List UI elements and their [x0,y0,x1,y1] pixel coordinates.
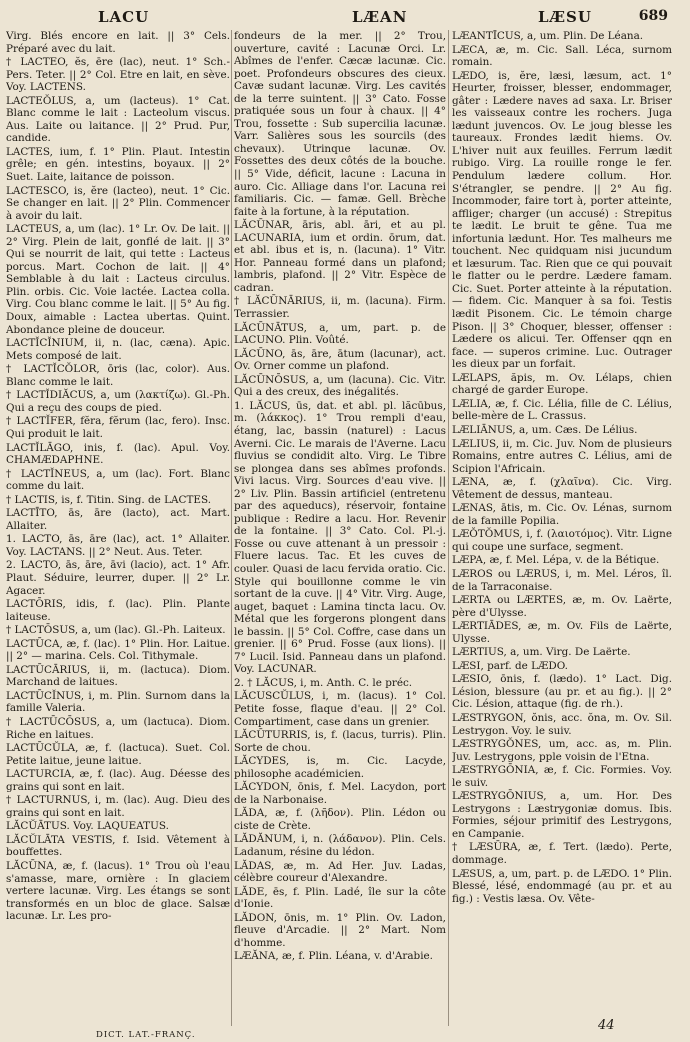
dictionary-entry: LĂCYDES, is, m. Cic. Lacyde, philosophe académicien. [234,755,446,780]
header-right-guideword: LÆSU [538,8,592,26]
dictionary-entry: LÆSTRYGŌNIUS, a, um. Hor. Des Lestrygons : Læstrygoniæ domus. Ibis. Formies, séjour primitif des Lestrygons, en Campanie. [452,790,672,840]
dictionary-entry: LÆŎTŎMUS, i, f. (λαιοτόμος). Vitr. Ligne qui coupe une surface, segment. [452,528,672,553]
dictionary-entry: LĂCYDON, ōnis, f. Mel. Lacydon, port de la Narbonaise. [234,781,446,806]
dictionary-entry: LÆPA, æ, f. Mel. Lépa, v. de la Bétique. [452,554,660,567]
dictionary-entry: LACTĬLĀGO, inis, f. (lac). Apul. Voy. CHAMÆDAPHNE. [6,441,230,467]
dictionary-entry: Virg. Blés encore en lait. || 3° Cels. Préparé avec du lait. [6,30,230,55]
dictionary-entry: LACTŪCĀRIUS, ii, m. (lactuca). Diom. Marchand de laitues. [6,663,230,689]
dictionary-entry: LÆRTIĀDES, æ, m. Ov. Fils de Laërte, Ulysse. [452,620,672,645]
header-left-guideword: LACU [98,8,150,26]
dictionary-entry: LACTĬCĬNIUM, ii, n. (lac, cæna). Apic. Mets composé de lait. [6,337,230,362]
dictionary-entry: LĂDA, æ, f. (λῆδον). Plin. Lédon ou ciste de Crète. [234,807,446,832]
column-1 [6,30,230,1026]
column-rule-2 [448,30,449,1026]
dictionary-entry: LACTESCO, is, ĕre (lacteo), neut. 1° Cic. Se changer en lait. || 2° Plin. Commencer à avoir du lait. [6,184,230,222]
dictionary-entry: † LACTŌSUS, a, um (lac). Gl.-Ph. Laiteux. [6,624,226,637]
dictionary-entry: LÆRTA ou LÆRTES, æ, m. Ov. Laërte, père d'Ulysse. [452,594,672,619]
dictionary-entry: LÆSTRYGŌNIA, æ, f. Cic. Formies. Voy. le suiv. [452,764,672,789]
dictionary-entry: 1. LĂCUS, ūs, dat. et abl. pl. lăcūbus, m. (λάκκος). 1° Trou rempli d'eau, étang, lac, bassin (naturel) : Lacus Averni. Cic. Le marais de l'Averne. Lacu fluvius se condidit alto. Virg. Le Tibre se plongea dans ses abîmes profonds. Vivi lacus. Virg. Sources d'eau vive. || 2° Liv. Plin. Bassin artificiel (entretenu par des aqueducs), réservoir, fontaine publique : Redire a lacu. Hor. Revenir de la fontaine. || 3° Cato. Col. Pl.-j. Fosse ou cuve attenant à un pressoir : Fluere lacus. Tac. Et les cuves de couler. Quasi de lacu fervida oratio. Cic. Style qui bouillonne comme le vin sortant de la cuve. || 4° Vitr. Virg. Auge, auget, baquet : Lamina tincta lacu. Ov. Métal que les forgerons plongent dans le bassin. || 5° Col. Coffre, case dans un grenier. || 6° Prud. Fosse (aux lions). || 7° Lucil. Isid. Panneau dans un plafond. Voy. LACUNAR. [234,399,446,676]
dictionary-entry: LACTEUS, a, um (lac). 1° Lr. Ov. De lait. || 2° Virg. Plein de lait, gonflé de lait. || 3° Qui se nourrit de lait, qui tette : Lacteus porcus. Mart. Cochon de lait. || 4° Semblable à du lait : Lacteus circulus. Plin. orbis. Cic. Voie lactée. Lactea colla. Virg. Cou blanc comme le lait. || 5° Au fig. Doux, aimable : Lactea ubertas. Quint. Abondance pleine de douceur. [6,223,230,336]
dictionary-entry: LĂCŬLĀTA VESTIS, f. Isid. Vêtement à bouffettes. [6,833,230,859]
dictionary-entry: LĂCŪNO, ās, āre, ātum (lacunar), act. Ov. Orner comme un plafond. [234,347,446,373]
dictionary-entry: LĂCŪNA, æ, f. (lacus). 1° Trou où l'eau s'amasse, mare, ornière : In glaciem vertere lacunæ. Virg. Les étangs se sont transformés en un bloc de glace. Salsæ lacunæ. Lr. Les pro- [6,860,230,923]
column-rule-1 [231,30,232,1026]
dictionary-entry: LÆANTĪCUS, a, um. Plin. De Léana. [452,30,644,42]
dictionary-entry: LĂDON, ōnis, m. 1° Plin. Ov. Ladon, fleuve d'Arcadie. || 2° Mart. Nom d'homme. [234,911,446,949]
dictionary-entry: LACTŌRIS, idis, f. (lac). Plin. Plante laiteuse. [6,598,230,623]
dictionary-entry: LÆNAS, ātis, m. Cic. Ov. Lénas, surnom de la famille Popilia. [452,502,672,527]
dictionary-entry: LÆSI, parf. de LÆDO. [452,659,568,672]
dictionary-entry: LÆSTRYGŎNES, um, acc. as, m. Plin. Juv. Lestrygons, pple voisin de l'Etna. [452,738,672,763]
dictionary-entry: LĂCŬĀTUS. Voy. LAQUEATUS. [6,820,169,833]
dictionary-entry: LACTURCIA, æ, f. (lac). Aug. Déesse des grains qui sont en lait. [6,768,230,793]
dictionary-entry: LÆLIUS, ii, m. Cic. Juv. Nom de plusieurs Romains, entre autres C. Lélius, ami de Scipion l'Africain. [452,437,672,475]
dictionary-entry: † LÆSŪRA, æ, f. Tert. (lædo). Perte, dommage. [452,841,672,866]
dictionary-entry: LÆLIĀNUS, a, um. Cæs. De Lélius. [452,423,638,436]
dictionary-entry: LÆLAPS, ăpis, m. Ov. Lélaps, chien chargé de garder Europe. [452,371,672,397]
dictionary-entry: † LĂCŪNĀRIUS, ii, m. (lacuna). Firm. Terrassier. [234,295,446,321]
dictionary-entry: LACTŪCA, æ, f. (lac). 1° Plin. Hor. Laitue. || 2° — marina. Cels. Col. Tithymale. [6,637,230,663]
dictionary-entry: LĂDE, ēs, f. Plin. Ladé, île sur la côte d'Ionie. [234,885,446,911]
dictionary-entry: LACTŪCĬNUS, i, m. Plin. Surnom dans la famille Valeria. [6,689,230,715]
running-header [0,6,690,28]
dictionary-entry: 1. LACTO, ās, āre (lac), act. 1° Allaiter. Voy. LACTANS. || 2° Neut. Aus. Teter. [6,533,230,558]
dictionary-entry: LÆCA, æ, m. Cic. Sall. Léca, surnom romain. [452,43,672,69]
gathering-number: 44 [598,1018,615,1033]
dictionary-entry: LÆSUS, a, um, part. p. de LÆDO. 1° Plin. Blessé, lésé, endommagé (au pr. et au fig.) : Vestis læsa. Ov. Vête- [452,867,672,905]
dictionary-entry: 2. LACTO, ās, āre, āvi (lacio), act. 1° Afr. Plaut. Séduire, leurrer, duper. || 2° Lr. Agacer. [6,559,230,597]
header-middle-guideword: LÆAN [352,8,408,26]
dictionary-entry: LÆSIO, ōnis, f. (lædo). 1° Lact. Dig. Lésion, blessure (au pr. et au fig.). || 2° Cic. Lésion, attaque (fig. de rh.). [452,673,672,711]
dictionary-entry: † LACTĬNEUS, a, um (lac). Fort. Blanc comme du lait. [6,467,230,493]
dictionary-entry: LÆRTIUS, a, um. Virg. De Laërte. [452,646,631,659]
dictionary-entry: † LACTĬDIĂCUS, a, um (λακτίζω). Gl.-Ph. Qui a reçu des coups de pied. [6,389,230,414]
dictionary-entry: LĂCŪNŌSUS, a, um (lacuna). Cic. Vitr. Qui a des creux, des inégalités. [234,373,446,399]
dictionary-entry: † LACTURNUS, i, m. (lac). Aug. Dieu des grains qui sont en lait. [6,794,230,819]
dictionary-entry: LÆLIA, æ, f. Cic. Lélia, fille de C. Lélius, belle-mère de L. Crassus. [452,397,672,423]
dictionary-entry: † LACTĬCŎLOR, ōris (lac, color). Aus. Blanc comme le lait. [6,363,230,388]
dictionary-entry: LACTŪCŬLA, æ, f. (lactuca). Suet. Col. Petite laitue, jeune laitue. [6,742,230,767]
column-3 [452,30,672,1026]
column-2 [234,30,446,1036]
dictionary-entry: LÆSTRYGON, ŏnis, acc. ŏna, m. Ov. Sil. Lestrygon. Voy. le suiv. [452,711,672,737]
dictionary-entry: LĂDĂNUM, i, n. (λάδανον). Plin. Cels. Ladanum, résine du lédon. [234,833,446,858]
dictionary-entry: † LACTĬFER, fĕra, fĕrum (lac, fero). Insc. Qui produit le lait. [6,415,230,440]
dictionary-entry: LĂCUSCŬLUS, i, m. (lacus). 1° Col. Petite fosse, flaque d'eau. || 2° Col. Compartiment, case dans un grenier. [234,690,446,728]
dictionary-entry: LÆĂNA, æ, f. Plin. Léana, v. d'Arabie. [234,950,433,963]
dictionary-entry: LACTEŎLUS, a, um (lacteus). 1° Cat. Blanc comme le lait : Lacteolum viscus. Aus. Laite ou laitance. || 2° Prud. Pur, candide. [6,94,230,145]
dictionary-entry: LĂCŪNAR, āris, abl. āri, et au pl. LACUNARIA, ium et ordin. ōrum, dat. et abl. ibus et is, n. (lacuna). 1° Vitr. Hor. Panneau formé dans un plafond; lambris, plafond. || 2° Vitr. Espèce de cadran. [234,219,446,294]
dictionary-entry: LÆDO, is, ĕre, læsi, læsum, act. 1° Heurter, froisser, blesser, endommager, gâter : Lædere naves ad saxa. Lr. Briser les vaisseaux contre les rochers. Juga lædunt juvencos. Ov. Le joug blesse les taureaux. Frondes lædit hiems. Ov. L'hiver nuit aux feuilles. Ferrum lædit rubigo. Virg. La rouille ronge le fer. Pendulum lædere collum. Hor. S'étrangler, se pendre. || 2° Au fig. Incommoder, faire tort à, porter atteinte, affliger; charger (un accusé) : Strepitus te lædit. Le bruit te gêne. Tua me infortunia lædunt. Hor. Tes malheurs me touchent. Nec quidquam nisi jucundum et læsurum. Tac. Rien que ce qui pouvait le flatter ou le perdre. Lædere famam. Cic. Suet. Porter atteinte à la réputation. — fidem. Cic. Manquer à sa foi. Testis lædit Pisonem. Cic. Le témoin charge Pison. || 3° Choquer, blesser, offenser : Lædere os alicui. Ter. Offenser qqn en face. — superos crimine. Luc. Outrager les dieux par un forfait. [452,69,672,371]
dictionary-entry: fondeurs de la mer. || 2° Trou, ouverture, cavité : Lacunæ Orci. Lr. Abîmes de l'enfer. Cæcæ lacunæ. Cic. poet. Profondeurs obscures des cieux. Cavæ sudant lacunæ. Virg. Les cavités de la terre suintent. || 3° Cato. Fosse pratiquée sous un four à chaux. || 4° Trou, fossette : Sub supercilia lacunæ. Varr. Salières sous les sourcils (des chevaux). Utrinque lacunæ. Ov. Fossettes des deux côtés de la bouche. || 5° Vide, déficit, lacune : Lacuna in auro. Cic. Alliage dans l'or. Lacuna rei familiaris. Cic. — famæ. Gell. Brèche faite à la fortune, à la réputation. [234,30,446,218]
signature-mark: DICT. LAT.-FRANÇ. [96,1030,196,1040]
dictionary-entry: LĂCŪNĀTUS, a, um, part. p. de LACUNO. Plin. Voûté. [234,321,446,347]
dictionary-entry: LĂCŪTURRIS, is, f. (lacus, turris). Plin. Sorte de chou. [234,729,446,754]
dictionary-entry: † LACTŪCŌSUS, a, um (lactuca). Diom. Riche en laitues. [6,715,230,741]
dictionary-entry: LÆROS ou LÆRUS, i, m. Mel. Léros, îl. de la Tarraconaise. [452,567,672,593]
dictionary-entry: † LACTEO, ĕs, ēre (lac), neut. 1° Sch.-Pers. Teter. || 2° Col. Etre en lait, en sève. Voy. LACTENS. [6,56,230,94]
dictionary-entry: 2. † LĂCUS, i, m. Anth. C. le préc. [234,676,413,689]
dictionary-entry: † LACTIS, is, f. Titin. Sing. de LACTES. [6,493,212,506]
dictionary-entry: LACTES, ium, f. 1° Plin. Plaut. Intestin grêle; en gén. intestins, boyaux. || 2° Suet. Laite, laitance de poisson. [6,145,230,184]
dictionary-entry: LACTĪTO, ās, āre (lacto), act. Mart. Allaiter. [6,507,230,532]
dictionary-entry: LÆNA, æ, f. (χλαῖνα). Cic. Virg. Vêtement de dessus, manteau. [452,476,672,501]
page-number: 689 [638,8,668,24]
dictionary-entry: LĂDAS, æ, m. Ad Her. Juv. Ladas, célèbre coureur d'Alexandre. [234,859,446,885]
